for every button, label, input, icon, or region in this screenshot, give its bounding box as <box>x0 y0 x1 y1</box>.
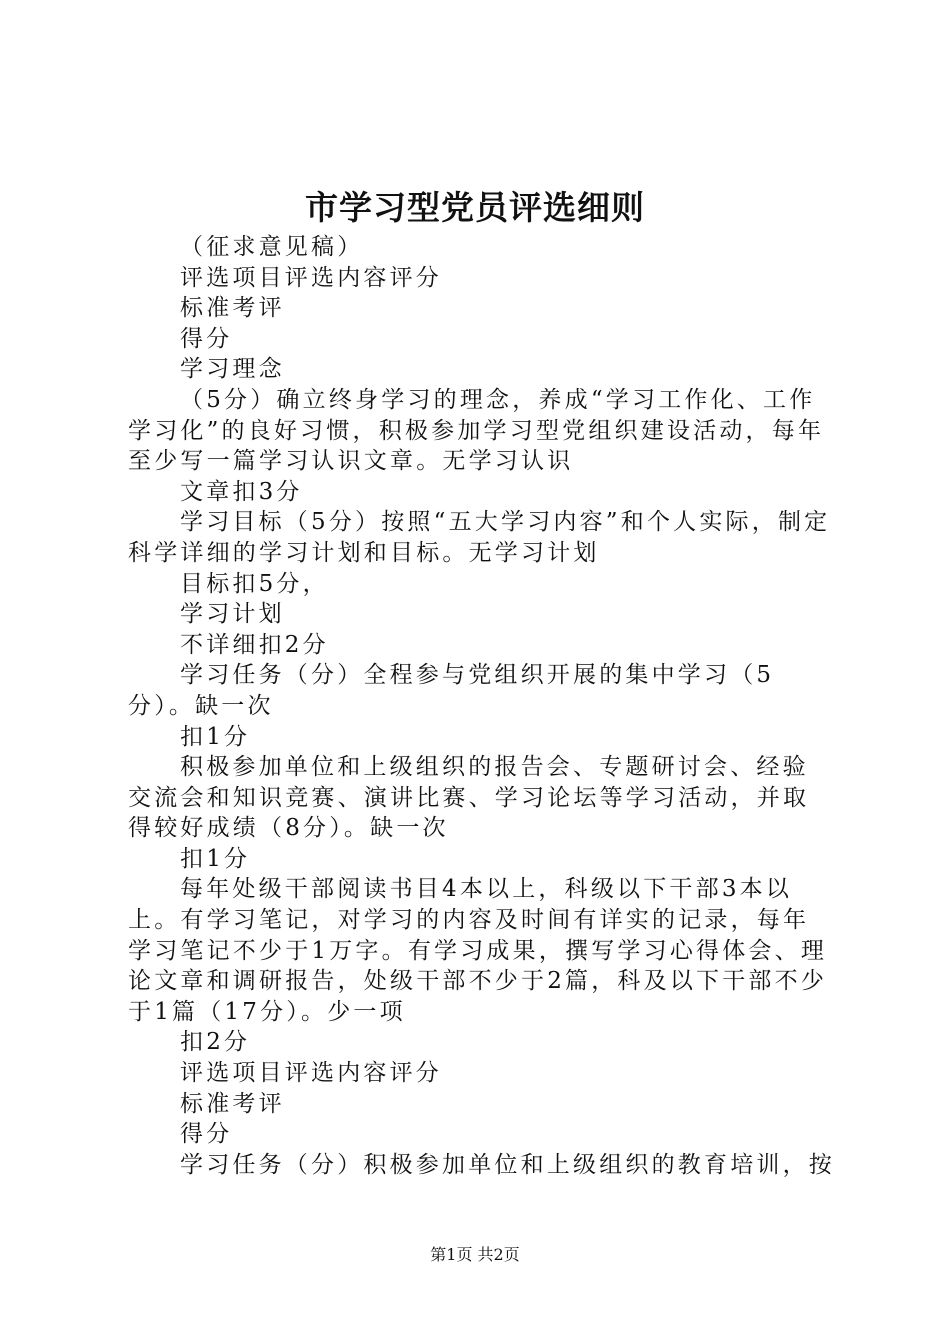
paragraph: 学习目标（5分）按照“五大学习内容”和个人实际，制定科学详细的学习计划和目标。无学习计划 <box>128 509 831 566</box>
paragraph: 标准考评 <box>180 295 285 322</box>
paragraph: 得分 <box>180 1121 233 1148</box>
page-number-footer: 第1页 共2页 <box>430 1245 520 1264</box>
paragraph: 学习计划 <box>180 601 285 628</box>
paragraph: 评选项目评选内容评分 <box>180 1060 442 1087</box>
paragraph: 目标扣5分， <box>180 570 329 597</box>
paragraph: 扣1分 <box>180 845 251 872</box>
paragraph: 标准考评 <box>180 1090 285 1117</box>
paragraph: 扣2分 <box>180 1029 251 1056</box>
paragraph: 学习任务（分）全程参与党组织开展的集中学习（5分）。缺一次 <box>128 662 775 719</box>
paragraph: 评选项目评选内容评分 <box>180 264 442 291</box>
paragraph: 得分 <box>180 325 233 352</box>
document-title: 市学习型党员评选细则 <box>305 188 645 227</box>
paragraph: 学习理念 <box>180 356 285 383</box>
paragraph: 不详细扣2分 <box>180 631 329 658</box>
paragraph: （征求意见稿） <box>180 234 364 260</box>
paragraph: 每年处级干部阅读书目4本以上，科级以下干部3本以上。有学习笔记，对学习的内容及时间有详实的记录，每年学习笔记不少于1万字。有学习成果，撰写学习心得体会、理论文章和调研报告，处级干部不少于2篇，科及以下干部不少于1篇（17分）。少一项 <box>128 876 828 1025</box>
document-body <box>128 232 833 1180</box>
paragraph: 积极参加单位和上级组织的报告会、专题研讨会、经验交流会和知识竞赛、演讲比赛、学习论坛等学习活动，并取得较好成绩（8分）。缺一次 <box>128 754 810 842</box>
paragraph: （5分）确立终身学习的理念，养成“学习工作化、工作学习化”的良好习惯，积极参加学习型党组织建设活动，每年至少写一篇学习认识文章。无学习认识 <box>128 386 825 475</box>
paragraph: 学习任务（分）积极参加单位和上级组织的教育培训，按 <box>180 1151 835 1178</box>
paragraph: 扣1分 <box>180 723 251 750</box>
paragraph: 文章扣3分 <box>180 478 303 505</box>
